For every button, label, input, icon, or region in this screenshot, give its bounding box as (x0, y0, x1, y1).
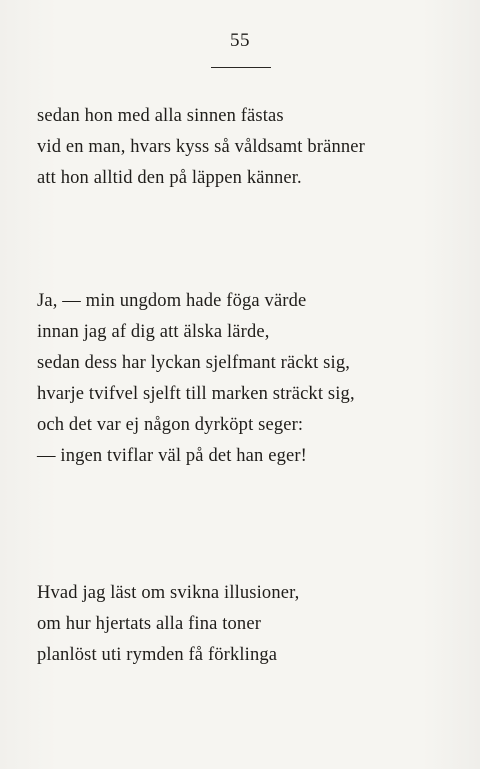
verse-line: sedan hon med alla sinnen fästas (37, 106, 284, 126)
verse-line: hvarje tvifvel sjelft till marken sträckt sig, (37, 384, 355, 404)
stanza-1 (37, 101, 457, 194)
verse-line: sedan dess har lyckan sjelfmant räckt sig, (37, 353, 350, 373)
verse-line: — ingen tviflar väl på det han eger! (37, 446, 307, 466)
stanza-3 (37, 578, 457, 671)
page-number: 55 (230, 30, 250, 51)
stanza-2 (37, 286, 457, 472)
verse-line: Hvad jag läst om svikna illusioner, (37, 583, 300, 603)
header-rule (211, 67, 271, 68)
verse-line: att hon alltid den på läppen känner. (37, 168, 302, 188)
verse-line: planlöst uti rymden få förklinga (37, 645, 278, 665)
verse-line: innan jag af dig att älska lärde, (37, 322, 270, 342)
verse-line: och det var ej någon dyrköpt seger: (37, 415, 304, 435)
verse-line: vid en man, hvars kyss så våldsamt bränner (37, 137, 365, 157)
verse-line: om hur hjertats alla fina toner (37, 614, 262, 634)
verse-line: Ja, — min ungdom hade föga värde (37, 291, 307, 311)
